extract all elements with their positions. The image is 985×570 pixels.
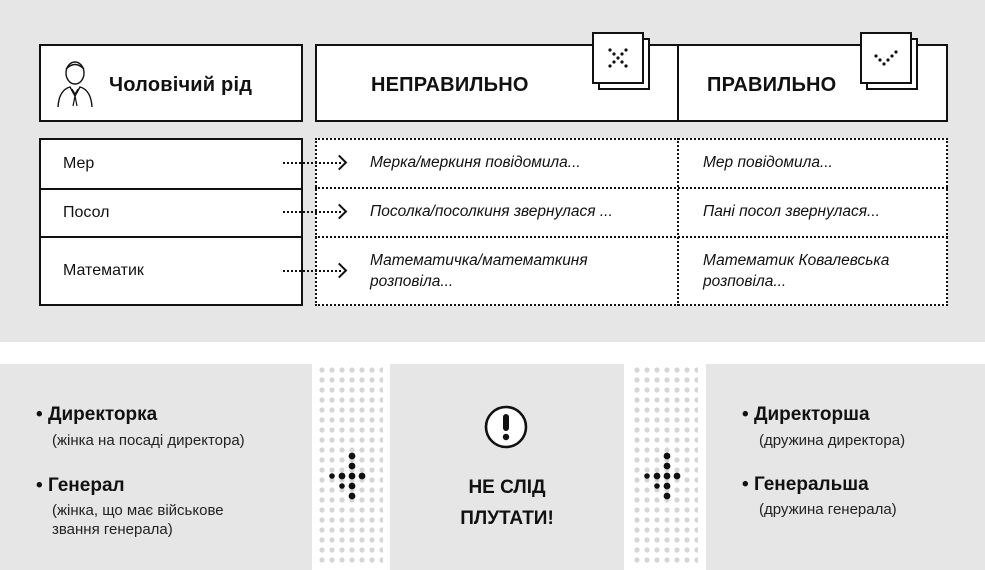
right-label: ПРАВИЛЬНО [707, 74, 837, 96]
bullet-general-sub-line2: звання генерала) [52, 521, 173, 538]
bullet-general-title: Генерал [47, 475, 125, 496]
bottom-right-panel [706, 364, 985, 570]
right-stamp [860, 32, 918, 90]
dot-pattern-right [630, 364, 698, 570]
bullet-directorsha-title: Директорша [753, 404, 870, 425]
warning-line1: НЕ СЛІД [468, 477, 546, 498]
bottom-left-panel [0, 364, 312, 570]
wrong-mayor: Мерка/меркиня повідомила... [370, 154, 581, 171]
warning-line2: ПЛУТАТИ! [460, 508, 554, 529]
person-icon [55, 58, 95, 108]
bullet-directorka-sub: (жінка на посаді директора) [52, 432, 245, 449]
bullet-directorsha-sub: (дружина директора) [759, 432, 906, 449]
right-mathematician-line1: Математик Ковалевська [703, 252, 890, 269]
term-mayor: Мер [63, 155, 95, 172]
right-mayor: Мер повідомила... [703, 154, 833, 171]
check-icon [862, 34, 910, 82]
bullet-directorsha: • Директорша [742, 404, 870, 425]
right-ambassador: Пані посол звернулася... [703, 203, 880, 220]
wrong-ambassador: Посолка/посолкиня звернулася ... [370, 203, 613, 220]
bullet-generalsha-title: Генеральша [753, 474, 869, 495]
wrong-mathematician-line1: Математичка/математкиня [370, 252, 588, 269]
wrong-label: НЕПРАВИЛЬНО [371, 74, 529, 96]
bottom-center-panel [390, 364, 624, 570]
term-mathematician: Математик [63, 262, 144, 279]
dot-pattern-left [315, 364, 383, 570]
right-mathematician-line2: розповіла... [703, 273, 787, 290]
bullet-generalsha-sub: (дружина генерала) [759, 501, 897, 518]
bullet-general: • Генерал [36, 475, 125, 496]
table-row-divider [315, 187, 948, 189]
bullet-directorka-title: Директорка [47, 404, 158, 425]
wrong-mathematician-line2: розповіла... [370, 273, 454, 290]
masculine-header [39, 44, 303, 122]
masculine-label: Чоловічий рід [109, 74, 253, 96]
table-column-divider [677, 138, 679, 306]
term-ambassador: Посол [63, 204, 110, 221]
cross-icon [594, 34, 642, 82]
bullet-directorka: • Директорка [36, 404, 158, 425]
wrong-stamp [592, 32, 650, 90]
exclamation-icon [483, 404, 529, 450]
bullet-generalsha: • Генеральша [742, 474, 869, 495]
table-row-divider [315, 236, 948, 238]
bullet-general-sub-line1: (жінка, що має військове [52, 502, 224, 519]
